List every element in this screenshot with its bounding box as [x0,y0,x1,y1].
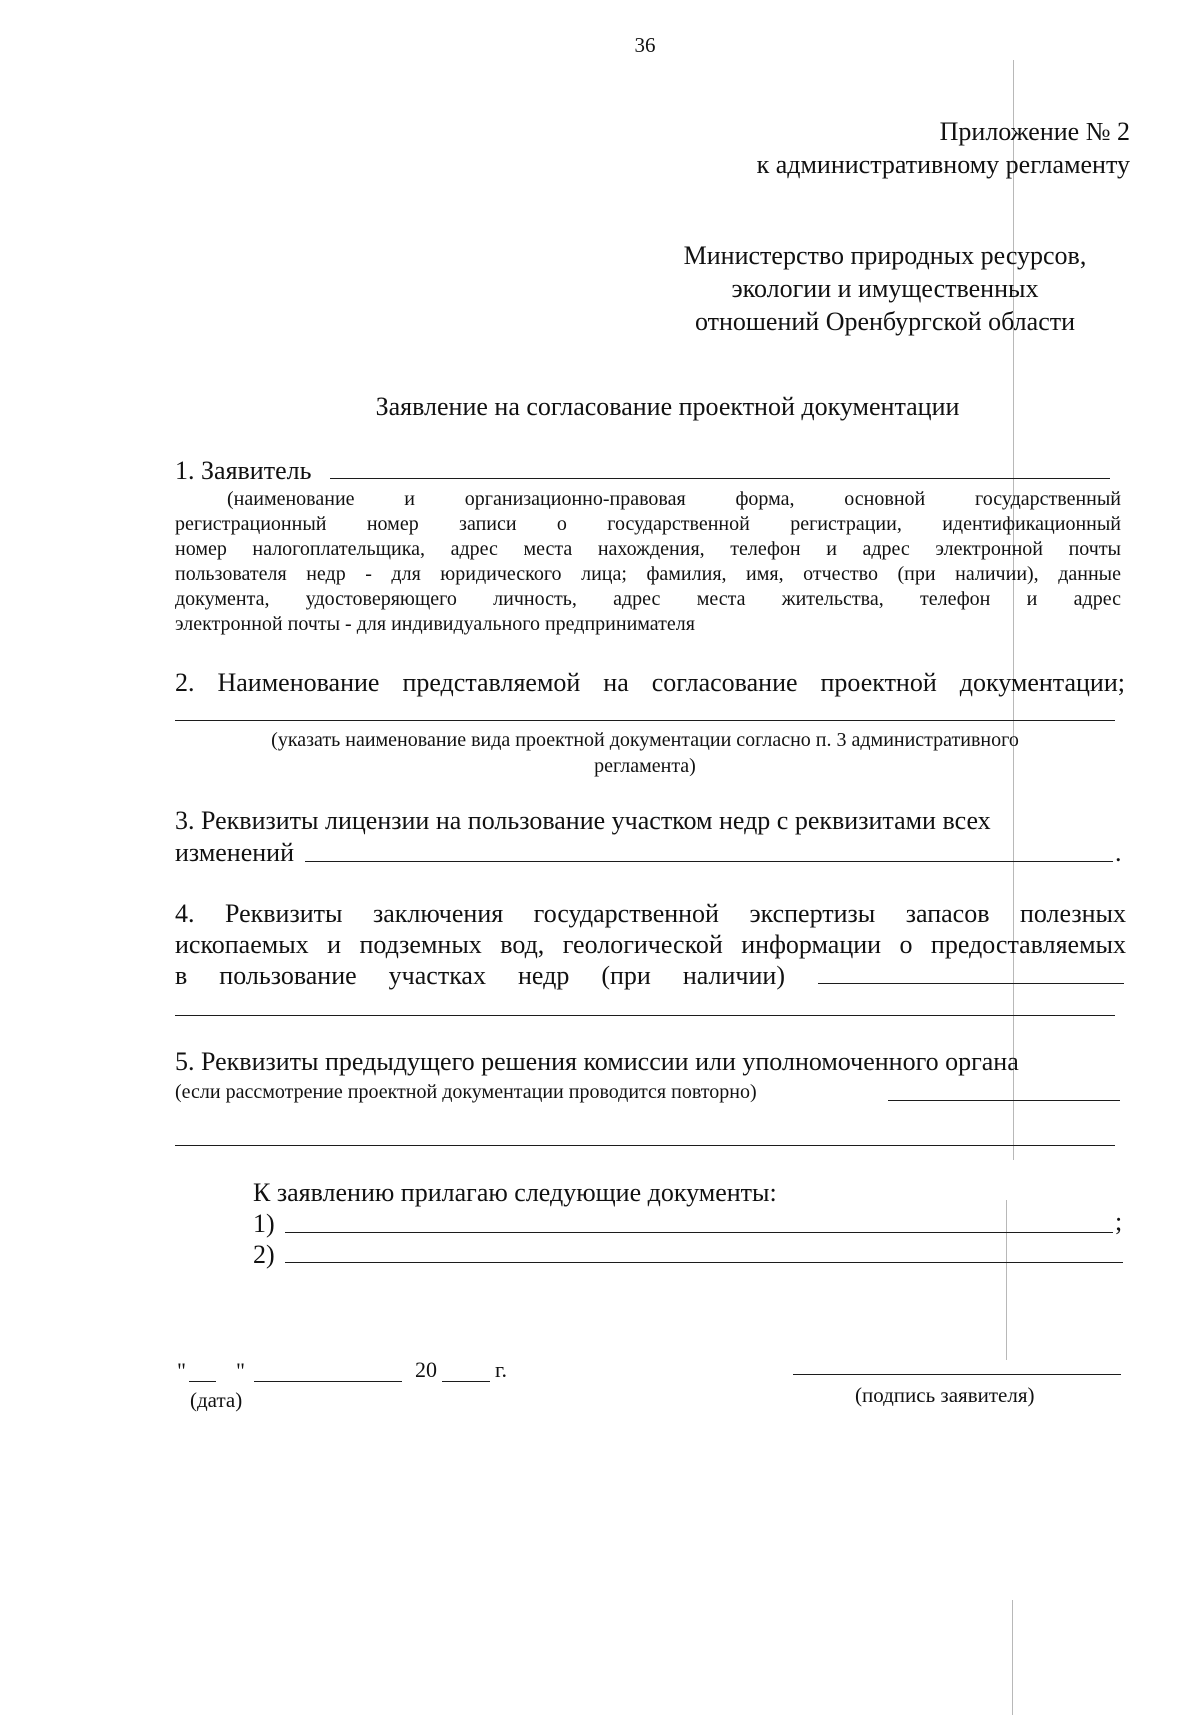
scan-artifact-line [1012,1600,1013,1715]
date-caption: (дата) [190,1388,243,1412]
item-5-line-1: 5. Реквизиты предыдущего решения комиссии или уполномоченного органа [175,1047,1019,1076]
attachment-1-fill-line[interactable] [285,1232,1113,1233]
item-2-hint-line-1: (указать наименование вида проектной документации согласно п. 3 административного [271,729,1019,751]
attachment-2-label: 2) [253,1240,275,1269]
signature-caption: (подпись заявителя) [855,1383,1035,1407]
signature-fill-line[interactable] [793,1374,1121,1375]
documentation-name-fill-line[interactable] [175,720,1115,721]
addressee-line-1: Министерство природных ресурсов, [683,241,1087,270]
addressee-line-3: отношений Оренбургской области [694,307,1076,336]
item-4-line-1: 4. Реквизиты заключения государственной экспертизы запасов полезных [175,899,1126,928]
appendix-reference: к административному регламенту [756,150,1130,179]
item-3-end-mark: . [1115,838,1122,867]
expertise-fill-line-2[interactable] [175,1015,1115,1016]
date-year-suffix: г. [495,1357,508,1382]
hint-line: электронной почты - для индивидуального предпринимателя [175,613,695,635]
previous-decision-fill-line-1[interactable] [888,1100,1120,1101]
date-year-fill-line[interactable] [442,1381,490,1382]
license-details-fill-line[interactable] [305,861,1113,862]
attachment-2-fill-line[interactable] [285,1262,1123,1263]
item-4-line-3: в пользование участках недр (при наличии) [175,961,785,990]
previous-decision-fill-line-2[interactable] [175,1145,1115,1146]
item-5-line-2: (если рассмотрение проектной документации проводится повторно) [175,1081,757,1103]
item-4-line-2: ископаемых и подземных вод, геологической информации о предоставляемых [175,930,1126,959]
document-title: Заявление на согласование проектной документации [375,392,960,421]
addressee-block [620,239,1150,338]
applicant-fill-line[interactable] [330,478,1110,479]
date-year-prefix: 20 [415,1357,437,1382]
hint-line: документа, удостоверяющего личность, адрес места жительства, телефон и адрес [175,588,1121,610]
appendix-number: Приложение № 2 [939,117,1130,146]
item-1-hint [175,487,1121,637]
item-3-line-2: изменений [175,838,295,867]
attachment-1-end-mark: ; [1115,1207,1123,1236]
date-close-quote: " [236,1358,245,1383]
item-2-hint [175,727,1115,779]
scan-artifact-line [1006,1200,1007,1360]
page-number: 36 [634,33,656,57]
item-2-label: 2. Наименование представляемой на согласование проектной документации; [175,668,1125,697]
addressee-line-2: экологии и имущественных [731,274,1039,303]
hint-line: номер налогоплательщика, адрес места нахождения, телефон и адрес электронной почты [175,538,1121,560]
appendix-header [757,115,1130,181]
attachment-1-label: 1) [253,1209,275,1238]
hint-line: (наименование и организационно-правовая форма, основной государственный [227,488,1121,510]
date-day-fill-line[interactable] [189,1381,216,1382]
date-month-fill-line[interactable] [254,1381,402,1382]
item-1-label: 1. Заявитель [175,456,312,485]
item-2-hint-line-2: регламента) [594,755,696,777]
item-3-line-1: 3. Реквизиты лицензии на пользование участком недр с реквизитами всех [175,806,991,835]
attachments-heading: К заявлению прилагаю следующие документы: [253,1178,777,1207]
hint-line: пользователя недр - для юридического лица; фамилия, имя, отчество (при наличии), данные [175,563,1121,585]
expertise-fill-line-1[interactable] [818,983,1124,984]
date-open-quote: " [177,1358,186,1383]
hint-line: регистрационный номер записи о государственной регистрации, идентификационный [175,513,1121,535]
